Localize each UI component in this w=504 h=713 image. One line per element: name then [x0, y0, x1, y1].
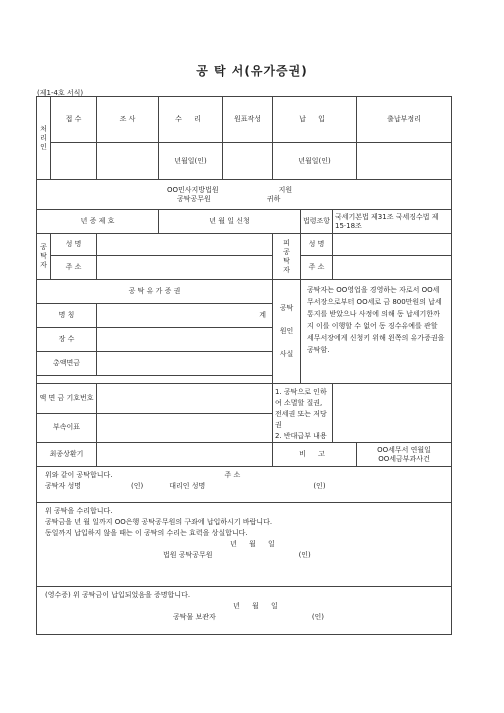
form-number: (제1-4호 서식): [37, 89, 84, 97]
coupon-label: 부속이표: [37, 413, 97, 443]
processor-label: 처 리 인: [37, 97, 51, 180]
cell-receipt: [51, 143, 97, 180]
reason-label: 공탁 원인 사실: [273, 280, 301, 384]
depositor-name-label: 성 명: [51, 234, 97, 256]
header-ledger: 원표작성: [223, 97, 273, 143]
securities-face-total-field: [97, 352, 273, 376]
remarks-label: 비 고: [273, 443, 357, 467]
securities-count-field: [97, 328, 273, 352]
header-cashbook: 출납부정리: [357, 97, 452, 143]
law-text: 국세기본법 제31조 국세징수법 제15·18조: [333, 210, 452, 234]
depositor-label: 공 탁 자: [37, 234, 51, 280]
header-investigation: 조 사: [97, 97, 159, 143]
header-payment: 납 입: [273, 97, 357, 143]
acceptance-block: 위 공탁을 수리합니다. 공탁금을 년 월 일까지 OO은행 공탁공무원의 구좌에 납입하시기 바랍니다. 동일까지 납입하지 않을 때는 이 공탁의 수리는 효력을 상실합니다. 년 월 일 법원 공탁공무원 (인): [37, 503, 452, 587]
cell-acceptance-date: 년월일(인): [159, 143, 223, 180]
court-addressee: OO민사지방법원 지원 공탁공무원 귀하: [37, 180, 452, 210]
depositor-name-field: [97, 234, 273, 256]
securities-face-total-label: 총액면금: [37, 352, 97, 376]
application-date: 년 월 일 신청: [159, 210, 301, 234]
deposited-name-field: [333, 234, 452, 256]
deposit-form-table: [36, 96, 452, 635]
face-code-label: 액 면 금 기호번호: [37, 384, 97, 414]
cell-payment-date: 년월일(인): [273, 143, 357, 180]
deposited-name-label: 성 명: [301, 234, 333, 256]
depositor-address-field: [97, 256, 273, 280]
header-acceptance: 수 리: [159, 97, 223, 143]
case-number: 년 증 제 호: [37, 210, 159, 234]
notes-field: [333, 384, 452, 443]
header-receipt: 접 수: [51, 97, 97, 143]
deposited-label: 피 공 탁 자: [273, 234, 301, 280]
document-title: 공 탁 서(유가증권): [196, 64, 308, 78]
depositor-address-label: 주 소: [51, 256, 97, 280]
securities-count-label: 장 수: [37, 328, 97, 352]
deposited-address-label: 주 소: [301, 256, 333, 280]
coupon-field: [97, 413, 273, 443]
declaration-block: 위와 같이 공탁합니다. 주 소 공탁자 성명 (인) 대리인 성명 (인): [37, 467, 452, 503]
law-label: 법령조항: [301, 210, 333, 234]
securities-total-label: 계: [97, 304, 273, 328]
cell-ledger: [223, 143, 273, 180]
face-code-field: [97, 384, 273, 414]
deposited-address-field: [333, 256, 452, 280]
securities-header: 공 탁 유 가 증 권: [37, 280, 273, 304]
cell-cashbook: [357, 143, 452, 180]
remarks-text: OO세무서 연월일 OO세금부과사건: [357, 443, 452, 467]
securities-name-label: 명 칭: [37, 304, 97, 328]
cell-investigation: [97, 143, 159, 180]
reason-text: 공탁자는 OO영업을 경영하는 자로서 OO세무서장으로부터 OO세로 금 800만원의 납세통지를 받았으나 사정에 의해 동 납세기한까지 이를 이행할 수 없어 동 징수유예를 관할 세무서장에게 신청키 위해 왼쪽의 유가증권을 공탁함.: [301, 280, 452, 384]
receipt-block: (영수증) 위 공탁금이 납입되었음을 증명합니다. 년 월 일 공탁물 보관자 (인): [37, 587, 452, 635]
securities-spacer: [37, 376, 273, 384]
notes-items: 1. 공탁으로 인하여 소멸할 질권, 전세권 또는 저당권 2. 반대급부 내용: [273, 384, 333, 443]
maturity-field: [97, 443, 273, 467]
maturity-label: 최종상환기: [37, 443, 97, 467]
